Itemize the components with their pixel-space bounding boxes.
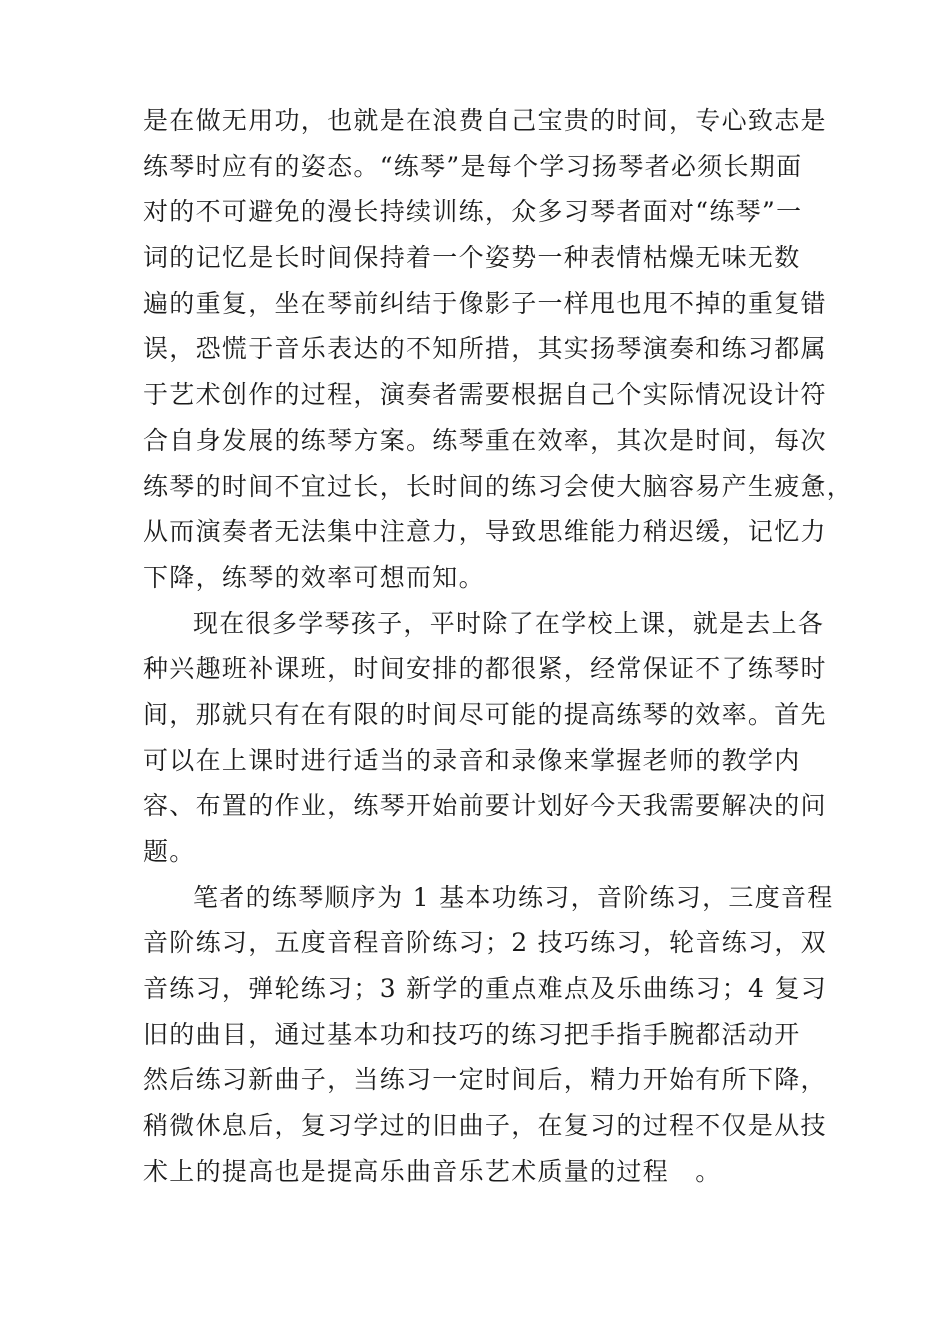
text-line: 音阶练习，五度音程音阶练习；2 技巧练习，轮音练习，双 <box>143 928 827 958</box>
text-line: 种兴趣班补课班，时间安排的都很紧，经常保证不了练琴时 <box>143 654 827 684</box>
text-line: 练琴时应有的姿态。“练琴”是每个学习扬琴者必须长期面 <box>143 151 803 181</box>
text-line: 合自身发展的练琴方案。练琴重在效率，其次是时间，每次 <box>143 425 827 455</box>
text-line: 术上的提高也是提高乐曲音乐艺术质量的过程 。 <box>143 1156 722 1186</box>
text-line: 可以在上课时进行适当的录音和录像来掌握老师的教学内 <box>143 745 801 775</box>
body-text <box>143 98 854 1195</box>
text-line: 误，恐慌于音乐表达的不知所措，其实扬琴演奏和练习都属 <box>143 334 827 364</box>
paragraph-first-line: 笔者的练琴顺序为 1 基本功练习，音阶练习，三度音程 <box>193 882 834 912</box>
text-line: 音练习，弹轮练习；3 新学的重点难点及乐曲练习；4 复习 <box>143 974 828 1004</box>
text-line: 练琴的时间不宜过长，长时间的练习会使大脑容易产生疲惫， <box>143 471 854 501</box>
text-line: 题。 <box>143 837 196 866</box>
text-line: 遍的重复，坐在琴前纠结于像影子一样甩也甩不掉的重复错 <box>143 288 827 318</box>
text-line: 容、布置的作业，练琴开始前要计划好今天我需要解决的问 <box>143 791 827 821</box>
text-line: 于艺术创作的过程，演奏者需要根据自己个实际情况设计符 <box>143 380 827 410</box>
text-line: 下降，练琴的效率可想而知。 <box>143 562 485 592</box>
text-line: 间，那就只有在有限的时间尽可能的提高练琴的效率。首先 <box>143 699 827 729</box>
text-line: 旧的曲目，通过基本功和技巧的练习把手指手腕都活动开 <box>143 1019 801 1049</box>
text-line: 对的不可避免的漫长持续训练，众多习琴者面对“练琴”一 <box>143 197 803 227</box>
paragraph-first-line: 现在很多学琴孩子，平时除了在学校上课，就是去上各 <box>193 608 825 638</box>
text-line: 从而演奏者无法集中注意力，导致思维能力稍迟缓，记忆力 <box>143 517 827 547</box>
text-line: 稍微休息后，复习学过的旧曲子，在复习的过程不仅是从技 <box>143 1111 827 1141</box>
text-line: 是在做无用功，也就是在浪费自己宝贵的时间，专心致志是 <box>143 106 827 135</box>
text-line: 词的记忆是长时间保持着一个姿势一种表情枯燥无味无数 <box>143 243 801 273</box>
text-line: 然后练习新曲子，当练习一定时间后，精力开始有所下降， <box>143 1065 827 1095</box>
